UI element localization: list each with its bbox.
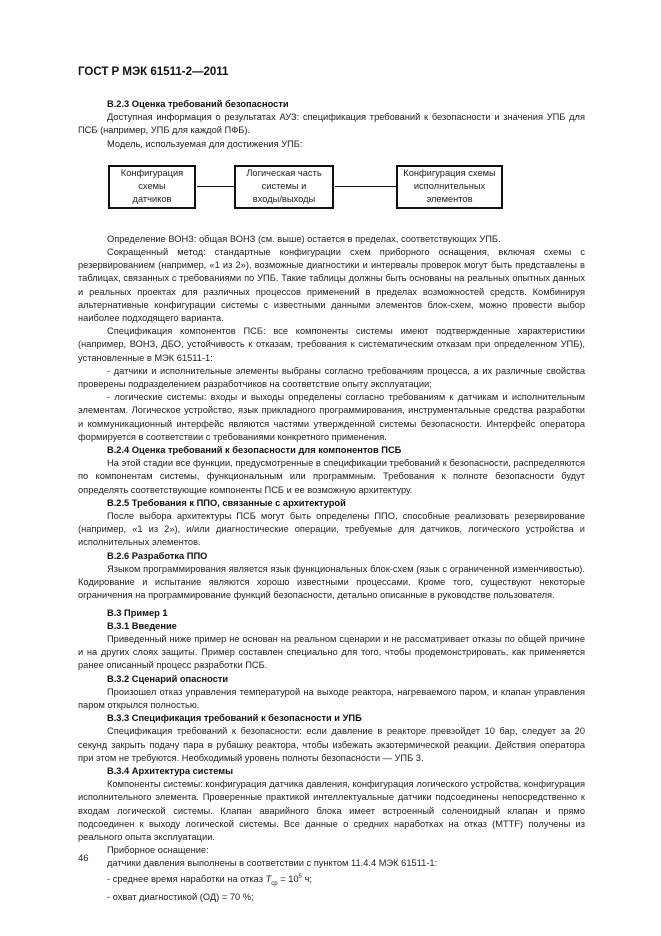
paragraph: Модель, используемая для достижения УПБ: — [107, 138, 303, 149]
mttf-subscript: ср — [271, 880, 278, 887]
paragraph: Спецификация требований к безопасности: если давление в реакторе превзойдет 10 бар, следует за 20 секунд закрыть подачу пара в рубашку реактора, чтобы избежать экзотермической реакции. Действия оператора при этом не требуются. Необходимый уровень полноты безопасности — УПБ 3. — [78, 726, 585, 763]
paragraph: После выбора архитектуры ПСБ могут быть определены ППО, способные реализовать резервирование (например, «1 из 2»), и/или диагностические операции, требуемые для датчиков, логического устройства и исполнительных элементов. — [78, 511, 585, 548]
diagram-box-logic: Логическая часть системы и входы/выходы — [234, 165, 334, 209]
paragraph: На этой стадии все функции, предусмотренные в спецификации требований к безопасности, распределяются по компонентам системы, функциональным или программным. Требования к полноте безопасности будут определять соответствующие компоненты ПСБ и ее возможную архитектуру. — [78, 458, 585, 495]
section-heading: В.2.5 Требования к ППО, связанные с архитектурой — [107, 497, 346, 508]
paragraph: Компоненты системы: конфигурация датчика давления, конфигурация логического устройства, конфигурация исполнительного элемента. Проверенные практикой интеллектуальные датчики подсоединены непосредственно к входам логической системы. Клапан аварийного блока имеет встроенный соленоидный клапан и прямо подсоединен к выходу логической системы. Все данные о средних наработках на отказ (MTTF) получены из реального опыта эксплуатации. — [78, 779, 585, 842]
diagram-box-actuators: Конфигурация схемы исполнительных элементов — [396, 165, 503, 209]
paragraph: Спецификация компонентов ПСБ: все компоненты системы имеют подтвержденные характеристики (например, ВОНЗ, ДБО, устойчивость к отказам, требования к систематическим отказам при определенном УПБ), установленные в МЭК 61511-1: — [78, 326, 585, 363]
section-heading: В.3.4 Архитектура системы — [107, 765, 234, 776]
paragraph: Приборное оснащение: — [107, 845, 209, 856]
diagnostic-coverage-item: - охват диагностикой (ОД) = 70 %; — [107, 891, 254, 902]
mttf-item — [78, 871, 585, 891]
diagram-box-sensors: Конфигурация схемы датчиков — [108, 165, 196, 209]
paragraph: датчики давления выполнены в соответствии с пунктом 11.4.4 МЭК 61511-1: — [107, 858, 438, 869]
section-heading: В.3.1 Введение — [107, 620, 177, 631]
paragraph: Сокращенный метод: стандартные конфигурации схем приборного оснащения, включая схемы с резервированием (например, «1 из 2»), возможные диагностики и интервалы проверок могут быть представлены в таблицах, связанных с требованиями по УПБ. Такие таблицы должны быть основаны на реальных опытных данных и реальных проектах для различных процессов применений в пределах возможностей средств. Комбинируя альтернативные конфигурации системы с известными данными элементов блок-схем, можно провести выбор наиболее подходящего варианта. — [78, 247, 585, 324]
document-header: ГОСТ Р МЭК 61511-2—2011 — [78, 66, 229, 78]
mttf-symbol: T — [265, 873, 272, 884]
diagram-connector — [197, 186, 234, 188]
paragraph: Доступная информация о результатах АУЗ: спецификация требований к безопасности и значения УПБ для ПСБ (например, УПБ для каждой ПФБ). — [78, 112, 585, 136]
paragraph: Языком программирования является язык функциональных блок-схем (язык с ограниченной изменчивостью). Кодирование и испытание являются хорошо известными процессами. Кроме того, существуют некоторые ограничения на программирование функций безопасности, детально описанные в руководстве пользователя. — [78, 563, 585, 601]
section-heading: В.2.4 Оценка требований к безопасности для компонентов ПСБ — [107, 445, 402, 456]
mttf-prefix: - среднее время наработки на отказ — [107, 873, 266, 884]
paragraph: - логические системы: входы и выходы определены согласно требованиям к датчикам и исполнительным элементам. Логическое устройство, язык прикладного программирования, инструментальные средства разработки и коммуникационный интерфейс являются частями утвержденной системы безопасности. Интерфейс оператора формируется в соответствии с требованиями конкретного применения. — [78, 392, 585, 442]
diagram-connector — [335, 186, 396, 188]
section-heading: В.3.3 Спецификация требований к безопасности и УПБ — [107, 713, 362, 724]
paragraph: Приведенный ниже пример не основан на реальном сценарии и не рассматривает отказы по общей причине и на других слоях защиты. Пример составлен специально для того, чтобы продемонстрировать, как применяется ранее описанный процесс разработки ПСБ. — [78, 633, 585, 671]
section-b23-intro — [78, 98, 585, 151]
mttf-unit: ч; — [301, 873, 312, 884]
page-body — [78, 98, 585, 904]
paragraph: Произошел отказ управления температурой на выходе реактора, нагреваемого паром, и клапан управления паром открылся полностью. — [78, 686, 585, 710]
block-diagram — [78, 155, 585, 227]
section-heading: В.2.3 Оценка требований безопасности — [107, 99, 289, 109]
mttf-exponent: 5 — [298, 873, 302, 880]
section-heading: В.3 Пример 1 — [107, 607, 168, 618]
page-number: 46 — [78, 853, 89, 864]
paragraph: Определение ВОНЗ: общая ВОНЗ (см. выше) остается в пределах, соответствующих УПБ. — [107, 233, 501, 244]
paragraph: - датчики и исполнительные элементы выбраны согласно требованиям процесса, а их различные свойства проверены подразделением разработчиков на соответствие опыту эксплуатации; — [78, 365, 585, 390]
mttf-value: = 10 — [277, 873, 299, 884]
section-heading: В.3.2 Сценарий опасности — [107, 673, 229, 684]
section-body — [78, 233, 585, 871]
section-heading: В.2.6 Разработка ППО — [107, 550, 208, 561]
